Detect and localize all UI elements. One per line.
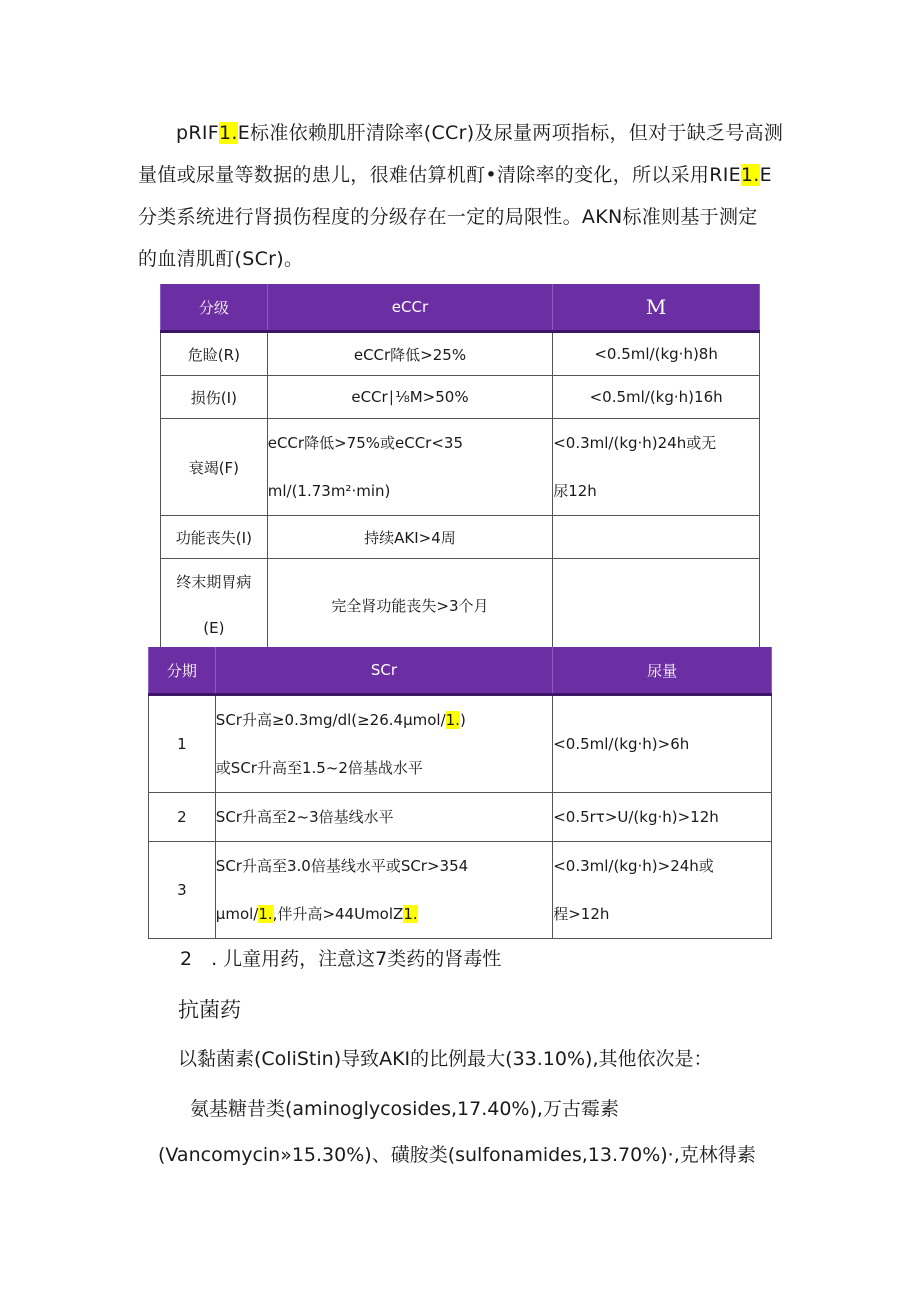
intro-line-3: 分类系统进行肾损伤程度的分级存在一定的局限性。AKN标准则基于测定 [138, 206, 758, 228]
highlight: 1. [258, 905, 273, 923]
header-scr: SCr [215, 647, 552, 695]
highlight: 1. [445, 711, 460, 729]
table-row: 危睑(R) eCCr降低>25% <0.5ml/(kg·h)8h [161, 332, 760, 376]
table-row: 衰竭(F) eCCr降低>75%或eCCr<35 ml/(1.73m²·min) <0.3ml/(kg·h)24h或无 尿12h [161, 419, 760, 516]
intro-line-2: 量值或尿量等数据的患儿，很难估算机酊•清除率的变化，所以采用RIE1.E [138, 164, 772, 186]
header-stage: 分期 [149, 647, 216, 695]
header-urine: M [553, 284, 760, 332]
header-eccr: eCCr [267, 284, 552, 332]
intro-line-1: pRIF1.E标准依赖肌肝清除率(CCr)及尿量两项指标，但对于缺乏号高测 [176, 122, 784, 144]
highlight: 1. [219, 122, 238, 144]
body-line-3: (Vancomycin»15.30%)、磺胺类(sulfonamides,13.70%)·,克林得素 [158, 1144, 756, 1166]
header-grade: 分级 [161, 284, 268, 332]
table-row: 3 SCr升高至3.0倍基线水平或SCr>354 μmol/1.,伴升高>44UmolZ1. <0.3ml/(kg·h)>24h或 程>12h [149, 842, 772, 939]
highlight: 1. [740, 164, 760, 186]
rifle-table [160, 284, 760, 652]
table-row: 损伤(I) eCCr∣⅛M>50% <0.5ml/(kg·h)16h [161, 376, 760, 419]
body-line-1: 以黏菌素(ColiStin)导致AKI的比例最大(33.10%),其他依次是： [178, 1048, 713, 1070]
section-heading: 2 . 儿童用药，注意这7类药的肾毒性 [180, 948, 502, 970]
intro-paragraph [138, 112, 788, 280]
akin-table [148, 647, 772, 939]
table-row: 2 SCr升高至2~3倍基线水平 <0.5rτ>U/(kg·h)>12h [149, 793, 772, 842]
table-row: 终末期胃病 (E) 完全肾功能丧失>3个月 [161, 559, 760, 652]
table-row: 1 SCr升高≥0.3mg/dl(≥26.4μmol/1.) 或SCr升高至1.5~2倍基战水平 <0.5ml/(kg·h)>6h [149, 695, 772, 793]
highlight: 1. [403, 905, 418, 923]
table-row: 功能丧失(I) 持续AKI>4周 [161, 516, 760, 559]
subheading: 抗菌药 [178, 998, 241, 1022]
intro-line-4: 的血清肌酊(SCr)。 [138, 248, 304, 270]
body-line-2: 氨基糖昔类(aminoglycosides,17.40%),万古霉素 [190, 1098, 619, 1120]
header-urine: 尿量 [553, 647, 772, 695]
